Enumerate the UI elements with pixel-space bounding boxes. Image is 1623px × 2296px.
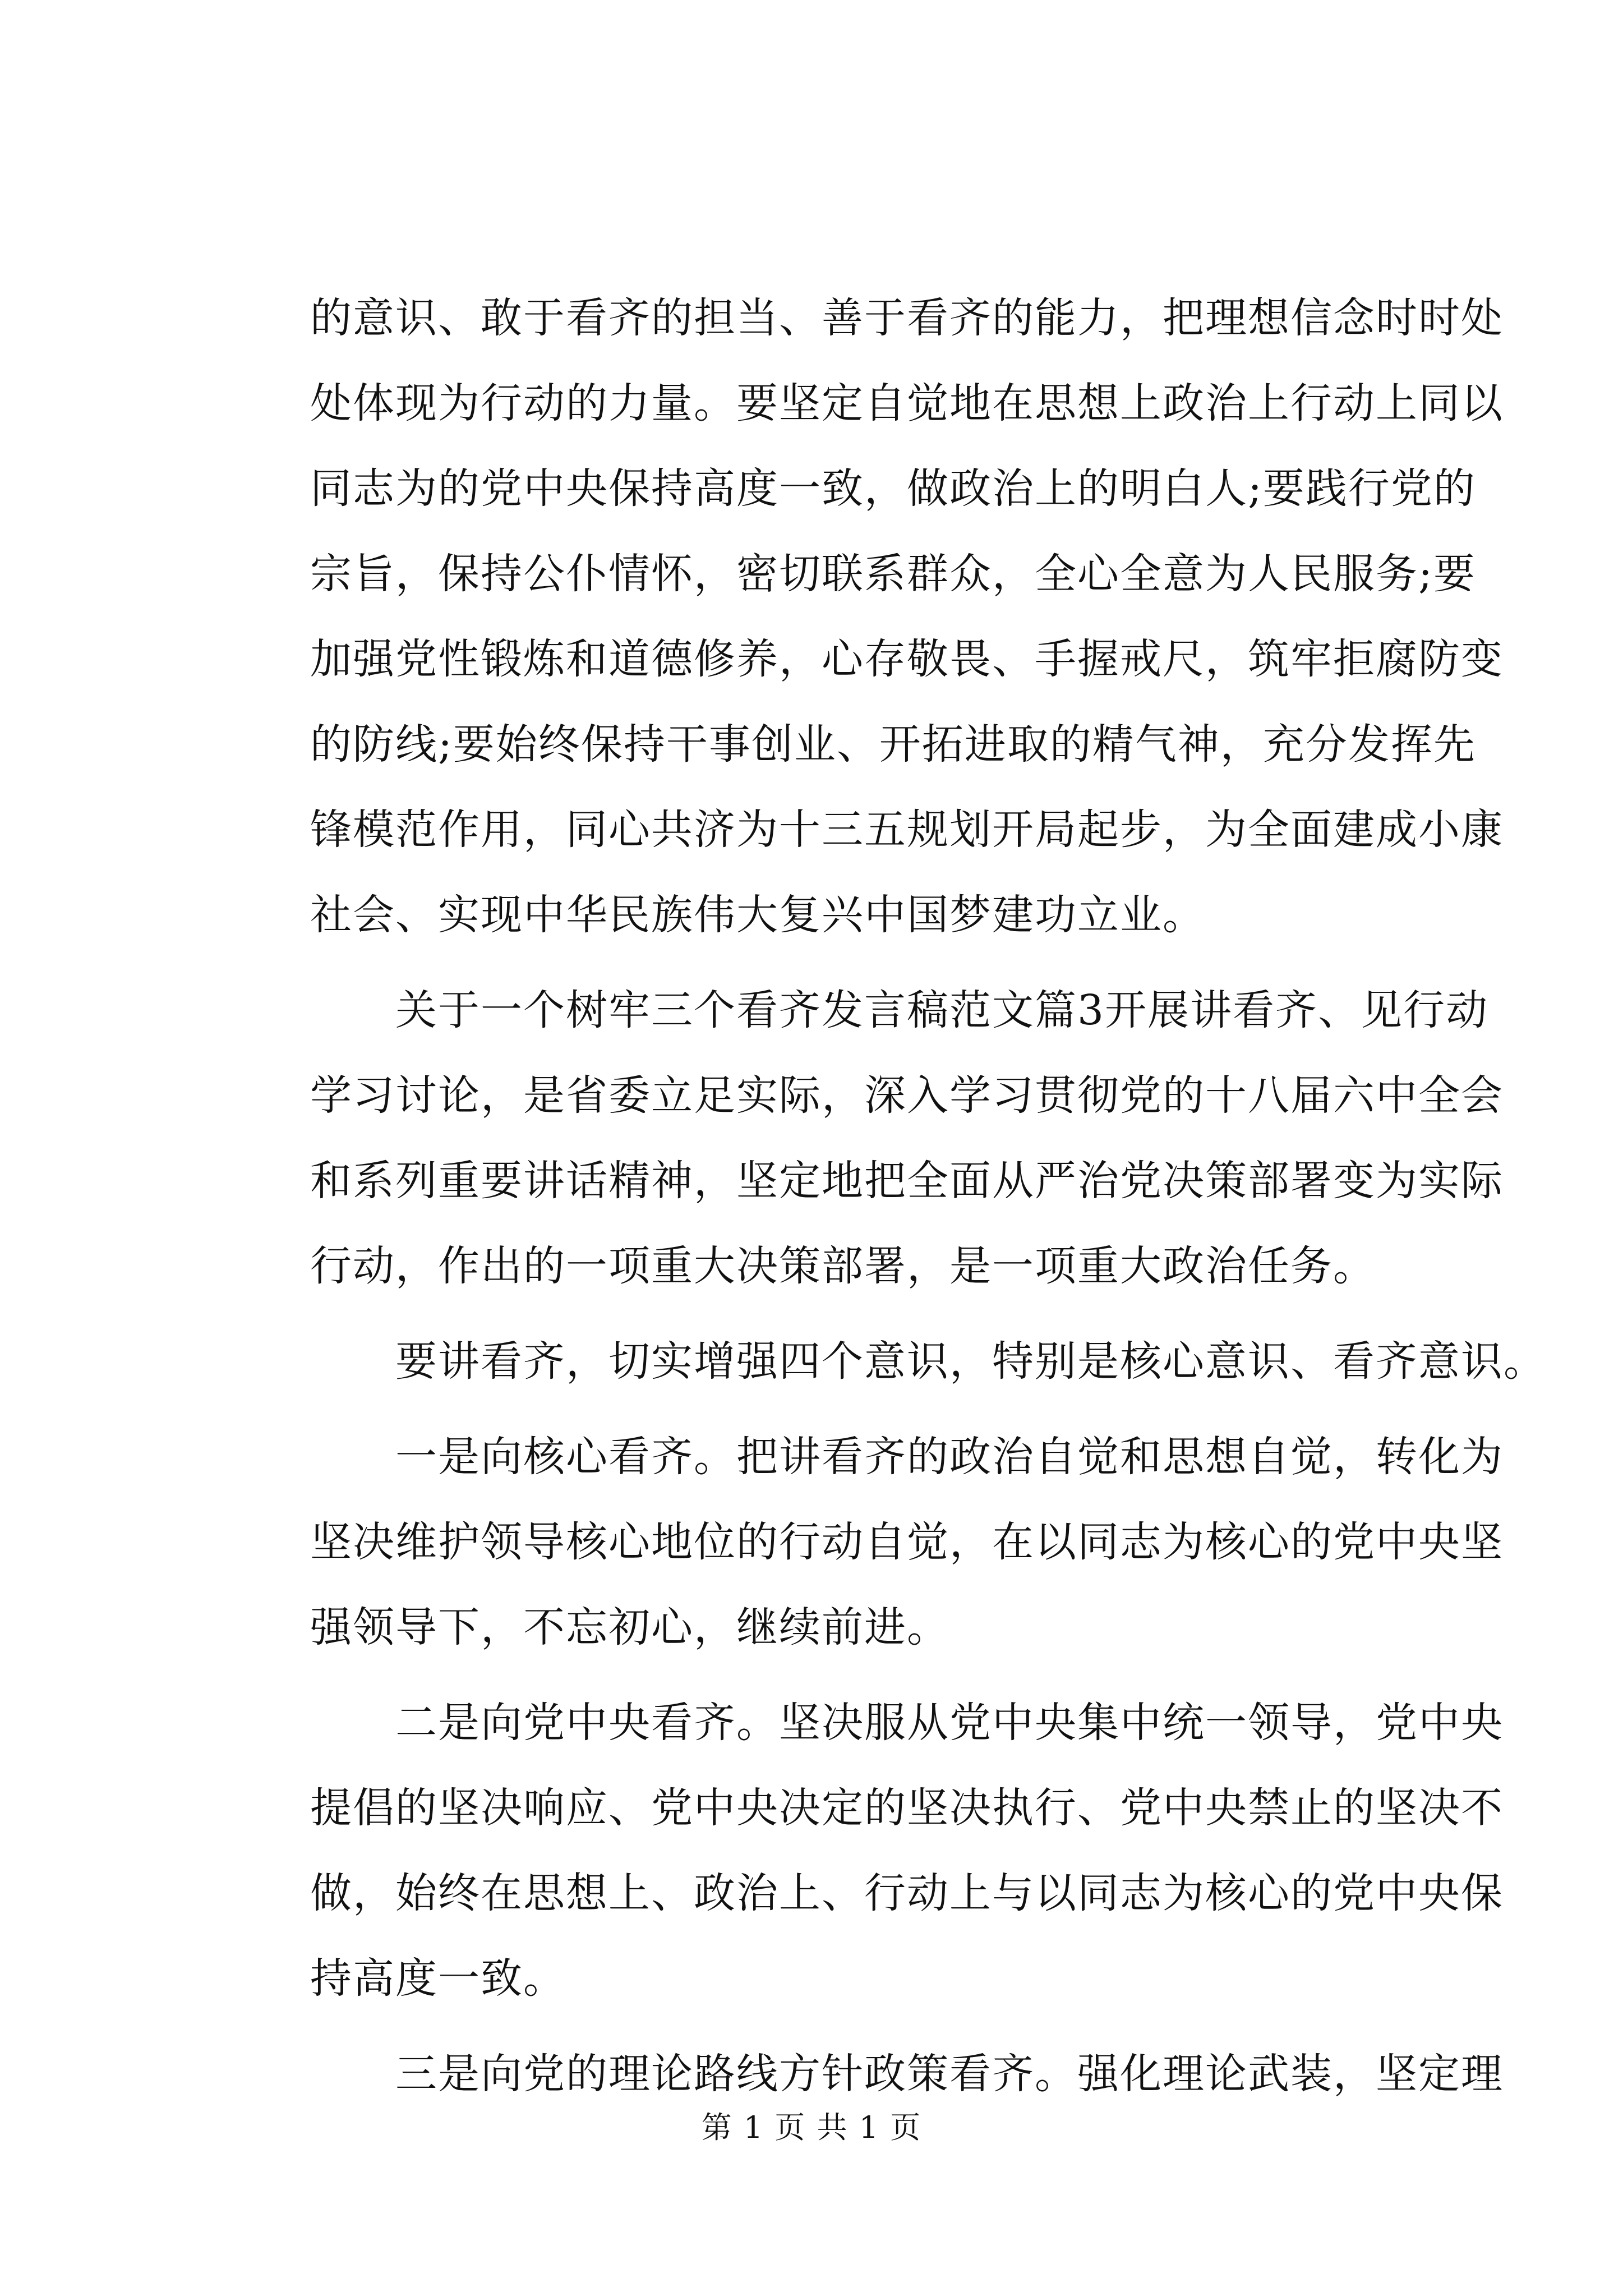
text-line: 宗旨，保持公仆情怀，密切联系群众，全心全意为人民服务;要 <box>310 550 1476 598</box>
text-line: 二是向党中央看齐。坚决服从党中央集中统一领导，党中央 <box>310 1699 1504 1747</box>
text-line: 加强党性锻炼和道德修养，心存敬畏、手握戒尺，筑牢拒腐防变 <box>310 635 1504 683</box>
text-line: 坚决维护领导核心地位的行动自觉，在以同志为核心的党中央坚 <box>310 1518 1504 1566</box>
text-line: 行动，作出的一项重大决策部署，是一项重大政治任务。 <box>310 1242 1376 1290</box>
text-line: 的防线;要始终保持干事创业、开拓进取的精气神，充分发挥先 <box>310 720 1476 769</box>
page-number-footer: 第 1 页 共 1 页 <box>701 2110 922 2145</box>
text-line: 强领导下，不忘初心，继续前进。 <box>310 1603 949 1651</box>
text-line: 同志为的党中央保持高度一致，做政治上的明白人;要践行党的 <box>310 464 1476 513</box>
text-line: 处体现为行动的力量。要坚定自觉地在思想上政治上行动上同以 <box>310 379 1504 427</box>
text-line: 持高度一致。 <box>310 1954 566 2003</box>
text-line: 和系列重要讲话精神，坚定地把全面从严治党决策部署变为实际 <box>310 1157 1504 1205</box>
text-line: 要讲看齐，切实增强四个意识，特别是核心意识、看齐意识。 <box>310 1337 1546 1386</box>
text-line: 关于一个树牢三个看齐发言稿范文篇3开展讲看齐、见行动 <box>310 986 1489 1034</box>
document-body <box>310 294 1546 2138</box>
text-line: 锋模范作用，同心共济为十三五规划开局起步，为全面建成小康 <box>310 806 1504 854</box>
text-line: 三是向党的理论路线方针政策看齐。强化理论武装，坚定理 <box>310 2050 1504 2098</box>
text-line: 做，始终在思想上、政治上、行动上与以同志为核心的党中央保 <box>310 1869 1504 1917</box>
text-line: 学习讨论，是省委立足实际，深入学习贯彻党的十八届六中全会 <box>310 1071 1504 1120</box>
text-line: 提倡的坚决响应、党中央决定的坚决执行、党中央禁止的坚决不 <box>310 1784 1504 1832</box>
text-line: 社会、实现中华民族伟大复兴中国梦建功立业。 <box>310 891 1205 939</box>
text-line: 的意识、敢于看齐的担当、善于看齐的能力，把理想信念时时处 <box>310 294 1504 342</box>
text-line: 一是向核心看齐。把讲看齐的政治自觉和思想自觉，转化为 <box>310 1433 1504 1481</box>
